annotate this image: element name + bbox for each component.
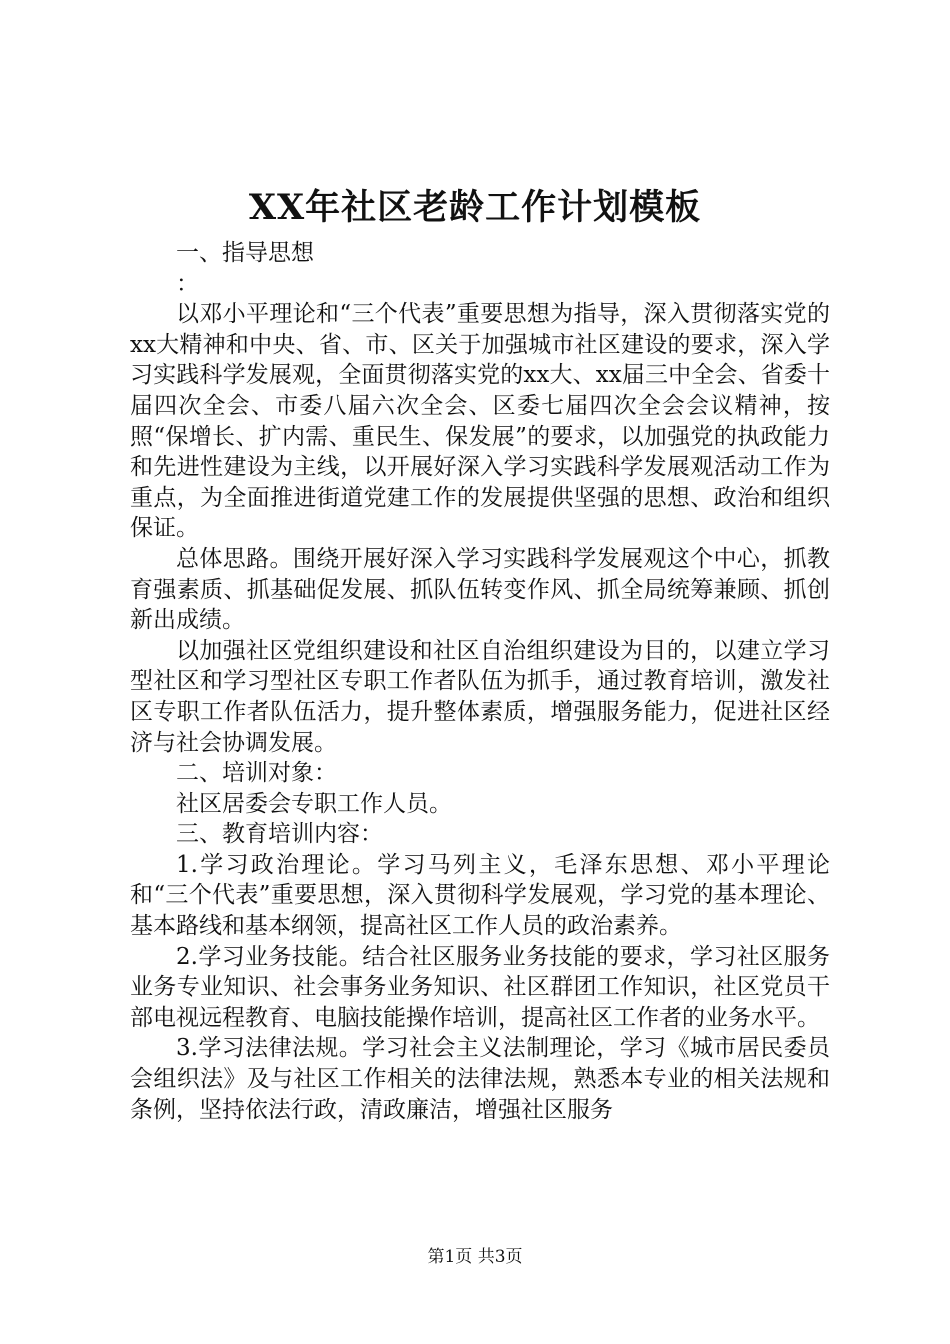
list-item-political-theory: 1.学习政治理论。学习马列主义，毛泽东思想、邓小平理论和“三个代表”重要思想，深入贯彻科学发展观，学习党的基本理论、基本路线和基本纲领，提高社区工作人员的政治素养。 — [130, 851, 830, 940]
page-number-footer: 第1页 共3页 — [427, 1247, 523, 1267]
section-heading-training-content: 三、教育培训内容： — [176, 821, 383, 848]
document-body — [130, 238, 830, 1125]
section-heading-guiding-ideology: 一、指导思想 — [176, 240, 314, 266]
paragraph-objective: 以加强社区党组织建设和社区自治组织建设为目的，以建立学习型社区和学习型社区专职工作者队伍为抓手，通过教育培训，激发社区专职工作者队伍活力，提升整体素质，增强服务能力，促进社区经济与社会协调发展。 — [130, 637, 830, 756]
section-heading-training-targets: 二、培训对象： — [176, 760, 337, 787]
list-item-laws-regulations: 3.学习法律法规。学习社会主义法制理论，学习《城市居民委员会组织法》及与社区工作相关的法律法规，熟悉本专业的相关法规和条例，坚持依法行政，清政廉洁，增强社区服务 — [130, 1035, 830, 1123]
document-title: XX年社区老龄工作计划模板 — [248, 187, 702, 228]
list-item-business-skills: 2.学习业务技能。结合社区服务业务技能的要求，学习社区服务业务专业知识、社会事务业务知识、社区群团工作知识，社区党员干部电视远程教育、电脑技能操作培训，提高社区工作者的业务水平。 — [130, 943, 830, 1031]
paragraph-guiding-ideology: 以邓小平理论和“三个代表”重要思想为指导，深入贯彻落实党的xx大精神和中央、省、市、区关于加强城市社区建设的要求，深入学习实践科学发展观，全面贯彻落实党的xx大、xx届三中全会、省委十届四次全会、市委八届六次全会、区委七届四次全会会议精神，按照“保增长、扩内需、重民生、保发展”的要求，以加强党的执政能力和先进性建设为主线，以开展好深入学习实践科学发展观活动工作为重点，为全面推进街道党建工作的发展提供坚强的思想、政治和组织保证。 — [130, 301, 830, 542]
paragraph-training-targets: 社区居委会专职工作人员。 — [176, 790, 452, 817]
paragraph-overall-approach: 总体思路。围绕开展好深入学习实践科学发展观这个中心，抓教育强素质、抓基础促发展、抓队伍转变作风、抓全局统筹兼顾、抓创新出成绩。 — [130, 545, 830, 634]
stray-colon: ： — [176, 270, 199, 297]
